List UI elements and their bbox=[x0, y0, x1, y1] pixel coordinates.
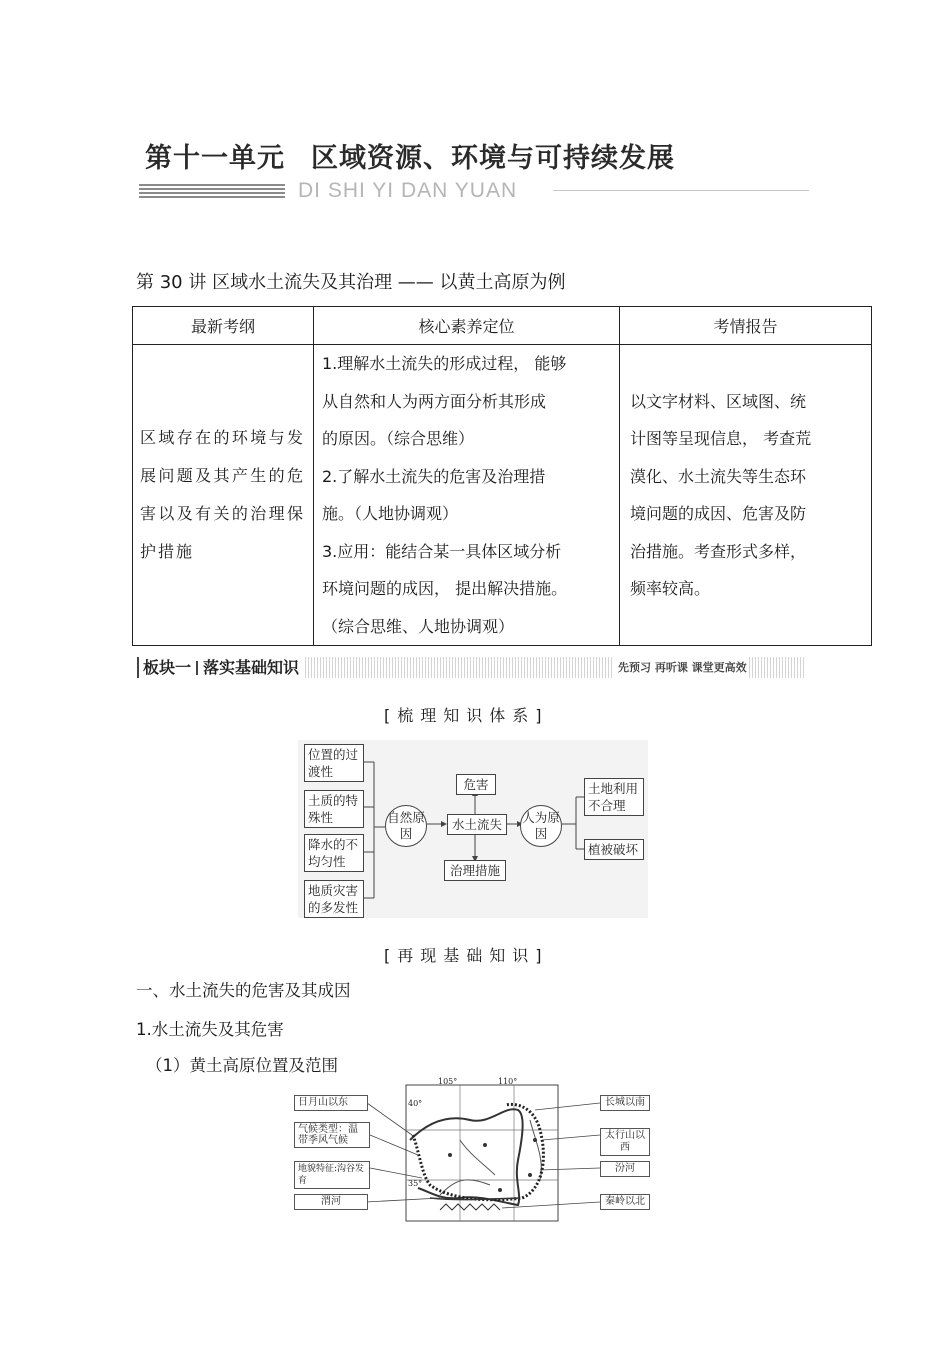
map-label-taihang: 太行山以西 bbox=[600, 1128, 650, 1156]
diagram-center-soil-erosion: 水土流失 bbox=[447, 814, 507, 835]
diagram-node-geohazard: 地质灾害的多发性 bbox=[304, 880, 364, 918]
table-header-row bbox=[133, 307, 872, 345]
map-label-wei-river: 渭河 bbox=[294, 1194, 368, 1210]
diagram-node-land-use: 土地利用不合理 bbox=[584, 778, 644, 816]
section-band-sublabel: 落实基础知识 bbox=[203, 658, 300, 677]
unit-pinyin: DI SHI YI DAN YUAN bbox=[298, 179, 518, 202]
literacy-line: 2.了解水土流失的危害及治理措 bbox=[322, 466, 546, 486]
diagram-human-cause: 人为原因 bbox=[520, 805, 562, 847]
literacy-line: 3.应用：能结合某一具体区域分析 bbox=[322, 541, 562, 561]
subhead-basic-knowledge: [再现基础知识] bbox=[384, 946, 549, 965]
map-latitude-label: 35° bbox=[408, 1179, 423, 1188]
literacy-line: 从自然和人为两方面分析其形成 bbox=[322, 391, 547, 411]
map-longitude-label: 105° bbox=[438, 1077, 458, 1086]
table-header-cell: 考情报告 bbox=[620, 307, 872, 345]
exam-line: 境问题的成因、危害及防 bbox=[630, 504, 807, 523]
diagram-node-harm: 危害 bbox=[456, 774, 496, 795]
lesson-title: 第 30 讲 区域水土流失及其治理 —— 以黄土高原为例 bbox=[136, 272, 566, 293]
item-heading: （1）黄土高原位置及范围 bbox=[146, 1056, 338, 1075]
loess-plateau-map bbox=[290, 1077, 660, 1225]
section-band-slogan: 先预习 再听课 课堂更高效 bbox=[612, 657, 747, 678]
map-latitude-label: 40° bbox=[408, 1099, 423, 1108]
literacy-cell bbox=[314, 345, 620, 646]
unit-title-sub: 区域资源、环境与可持续发展 bbox=[311, 143, 675, 174]
section-band-divider bbox=[196, 661, 198, 675]
table-header-cell: 最新考纲 bbox=[133, 307, 314, 345]
concept-diagram bbox=[298, 740, 648, 918]
map-label-great-wall: 长城以南 bbox=[600, 1095, 650, 1111]
exam-line: 治措施。考查形式多样， bbox=[630, 541, 807, 561]
exam-report-cell bbox=[620, 345, 872, 646]
table-row bbox=[133, 345, 872, 646]
diagram-node-location: 位置的过渡性 bbox=[304, 744, 364, 782]
diagram-node-rainfall: 降水的不均匀性 bbox=[304, 834, 364, 872]
unit-rule bbox=[553, 190, 809, 191]
exam-line: 频率较高。 bbox=[630, 579, 711, 598]
unit-title-main: 第十一单元 bbox=[145, 143, 285, 174]
map-label-landform: 地貌特征:沟谷发育 bbox=[294, 1161, 370, 1189]
diagram-node-vegetation: 植被破坏 bbox=[584, 839, 644, 860]
section-heading: 一、水土流失的危害及其成因 bbox=[136, 981, 351, 1000]
section-band-label: 板块一 bbox=[143, 658, 192, 677]
unit-title bbox=[145, 136, 675, 175]
exam-line: 漠化、水土流失等生态环 bbox=[630, 466, 807, 486]
syllabus-table bbox=[132, 306, 872, 646]
literacy-line: （综合思维、人地协调观） bbox=[322, 616, 515, 636]
exam-line: 以文字材料、区域图、统 bbox=[630, 391, 807, 411]
literacy-line: 施。（人地协调观） bbox=[322, 504, 459, 523]
exam-line: 计图等呈现信息， 考查荒 bbox=[630, 429, 812, 448]
literacy-line: 的原因。（综合思维） bbox=[322, 429, 475, 448]
subsection-heading: 1.水土流失及其危害 bbox=[136, 1020, 284, 1039]
syllabus-cell: 区域存在的环境与发展问题及其产生的危害以及有关的治理保护措施 bbox=[133, 345, 314, 646]
literacy-line: 1.理解水土流失的形成过程， 能够 bbox=[322, 354, 567, 373]
literacy-line: 环境问题的成因， 提出解决措施。 bbox=[322, 579, 568, 598]
subhead-knowledge-system: [梳理知识体系] bbox=[384, 706, 549, 725]
map-label-qinling: 秦岭以北 bbox=[600, 1194, 650, 1210]
map-label-riyueshan: 日月山以东 bbox=[294, 1095, 368, 1111]
diagram-node-measures: 治理措施 bbox=[444, 860, 506, 881]
map-label-climate: 气候类型：温带季风气候 bbox=[294, 1122, 370, 1148]
map-longitude-label: 110° bbox=[498, 1077, 518, 1086]
diagram-natural-cause: 自然原因 bbox=[385, 805, 427, 847]
section-band-title bbox=[137, 657, 305, 678]
table-header-cell: 核心素养定位 bbox=[314, 307, 620, 345]
diagram-node-soil: 土质的特殊性 bbox=[304, 790, 364, 828]
map-label-fen-river: 汾河 bbox=[600, 1161, 650, 1177]
unit-decor-bar bbox=[139, 184, 285, 198]
